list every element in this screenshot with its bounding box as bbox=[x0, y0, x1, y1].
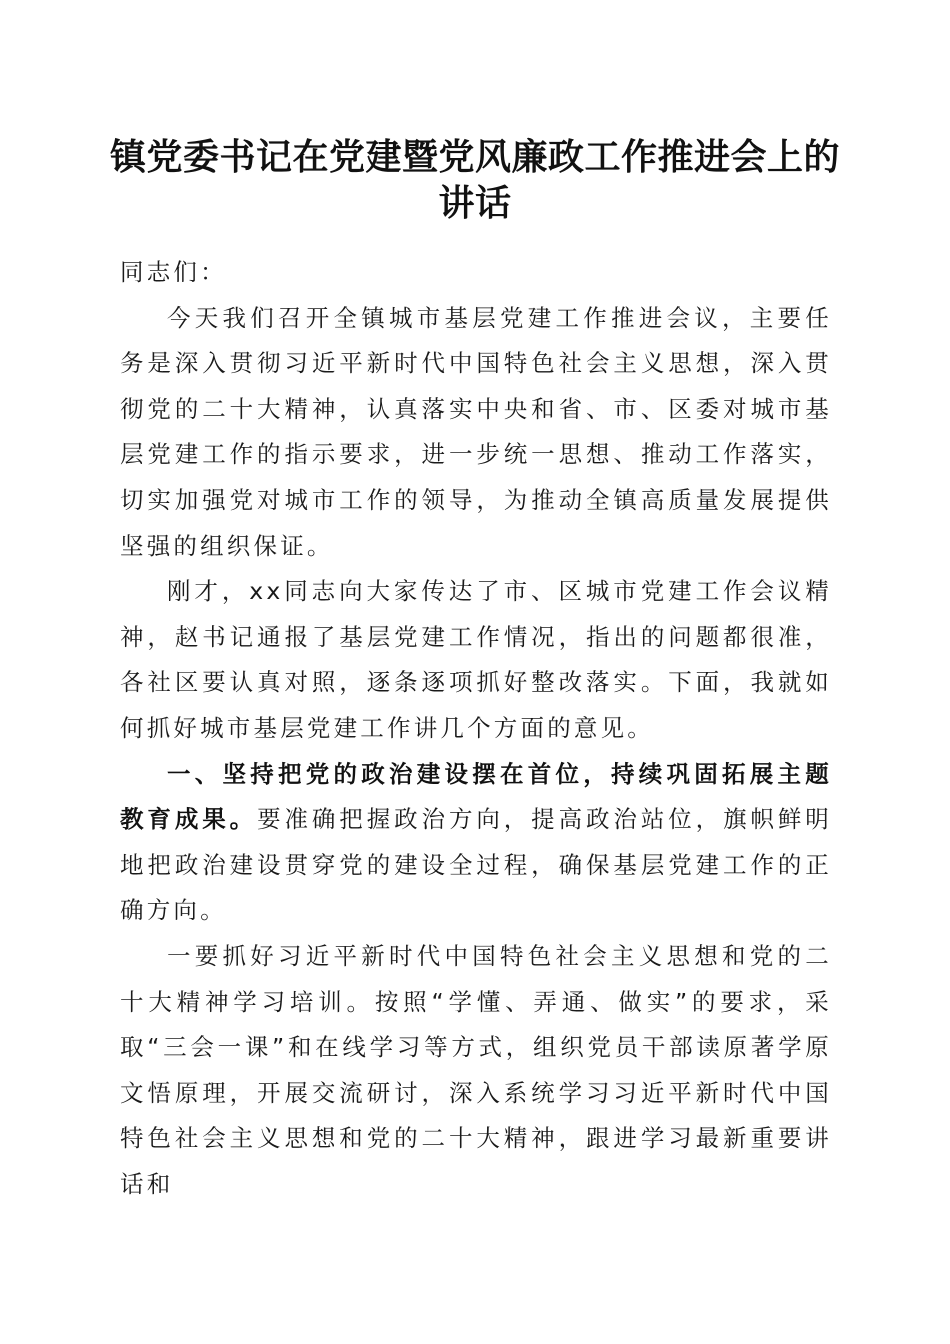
paragraph-context: 刚才，xx同志向大家传达了市、区城市党建工作会议精神，赵书记通报了基层党建工作情况，指出的问题都很准，各社区要认真对照，逐条逐项抓好整改落实。下面，我就如何抓好城市基层党建工作讲几个方面的意见。 bbox=[120, 577, 832, 742]
document-title bbox=[110, 134, 840, 226]
paragraph-opening: 今天我们召开全镇城市基层党建工作推进会议，主要任务是深入贯彻习近平新时代中国特色社会主义思想，深入贯彻党的二十大精神，认真落实中央和省、市、区委对城市基层党建工作的指示要求，进一步统一思想、推动工作落实，切实加强党对城市工作的领导，为推动全镇高质量发展提供坚强的组织保证。 bbox=[120, 303, 832, 560]
paragraph-section-one bbox=[120, 752, 832, 934]
title-line-1: 镇党委书记在党建暨党风廉政工作推进会上的 bbox=[110, 136, 841, 178]
section-one-body: 要准确把握政治方向，提高政治站位，旗帜鲜明地把政治建设贯穿党的建设全过程，确保基层党建工作的正确方向。 bbox=[120, 805, 832, 925]
title-line-2: 讲话 bbox=[438, 182, 512, 224]
salutation: 同志们： bbox=[120, 258, 227, 286]
paragraph-point-one: 一要抓好习近平新时代中国特色社会主义思想和党的二十大精神学习培训。按照“学懂、弄通、做实”的要求，采取“三会一课”和在线学习等方式，组织党员干部读原著学原文悟原理，开展交流研讨，深入系统学习习近平新时代中国特色社会主义思想和党的二十大精神，跟进学习最新重要讲话和 bbox=[120, 941, 832, 1198]
section-heading-one: 一、坚持把党的政治建设摆在首位，持续巩固拓展主题教育成果。 bbox=[120, 759, 832, 834]
document-body bbox=[120, 250, 832, 1207]
